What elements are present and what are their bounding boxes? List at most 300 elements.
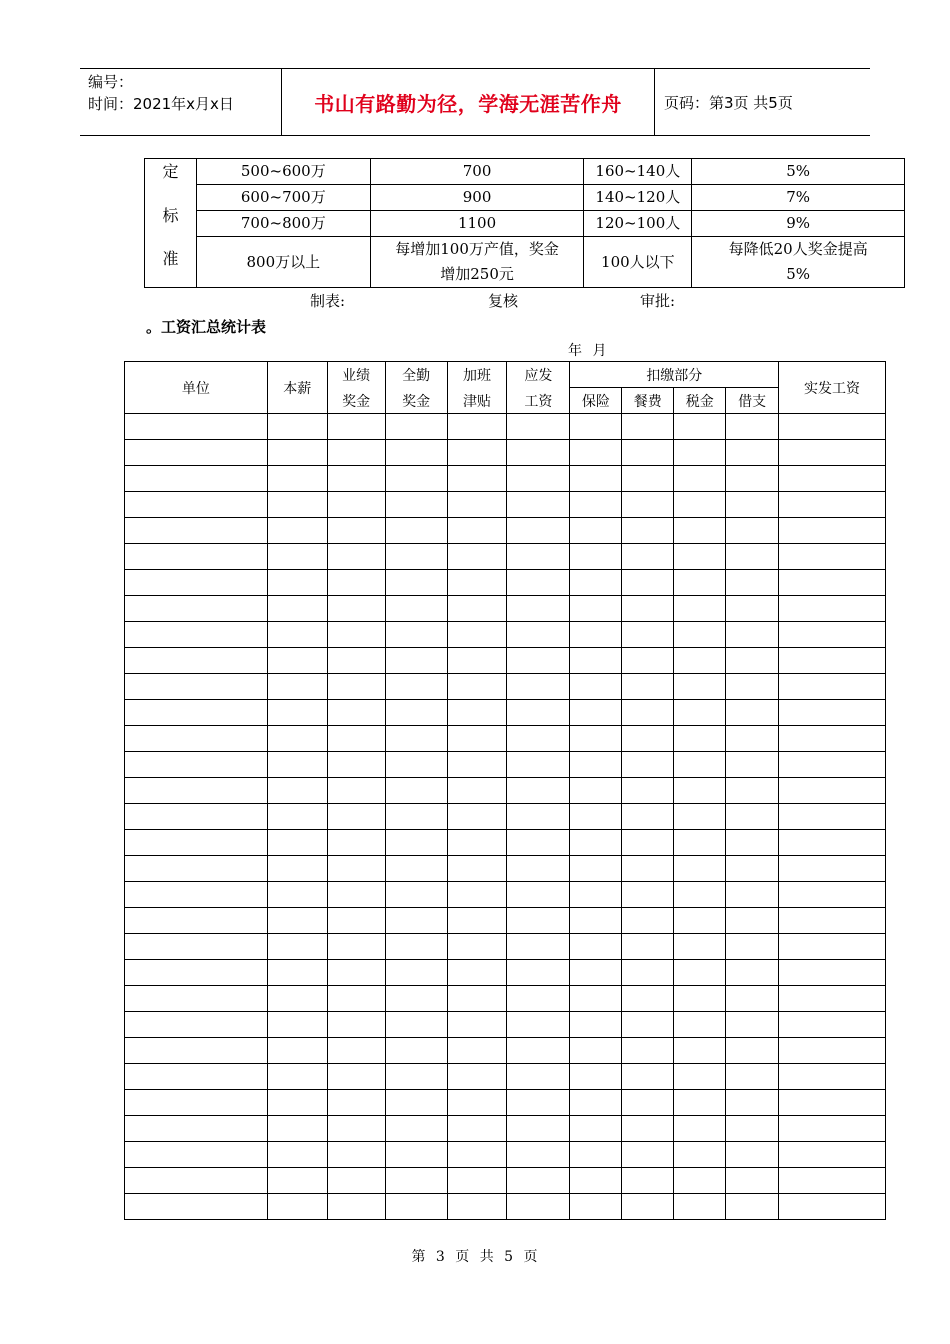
table-cell <box>570 648 622 674</box>
table-row <box>145 237 905 288</box>
table-cell <box>385 726 447 752</box>
table-row <box>125 1064 886 1090</box>
people-cell: 140~120人 <box>584 185 692 211</box>
table-cell <box>327 934 385 960</box>
table-cell <box>779 1064 886 1090</box>
side-label <box>145 159 197 288</box>
table-cell <box>447 466 507 492</box>
table-cell <box>622 674 674 700</box>
table-cell <box>267 752 327 778</box>
table-cell <box>385 492 447 518</box>
table-cell <box>779 492 886 518</box>
table-cell <box>385 1012 447 1038</box>
table-cell <box>507 934 570 960</box>
table-row <box>145 211 905 237</box>
table-cell <box>726 648 779 674</box>
made-by-label: 制表: <box>310 292 346 310</box>
table-cell <box>674 544 726 570</box>
table-cell <box>125 1038 268 1064</box>
table-cell <box>726 466 779 492</box>
table-cell <box>267 700 327 726</box>
table-cell <box>507 440 570 466</box>
table-cell <box>726 778 779 804</box>
table-cell <box>507 1194 570 1220</box>
table-cell <box>385 648 447 674</box>
table-cell <box>385 414 447 440</box>
table-row <box>125 648 886 674</box>
table-cell <box>779 1090 886 1116</box>
table-header-row <box>125 362 886 388</box>
table-cell <box>447 830 507 856</box>
table-cell <box>779 960 886 986</box>
table-cell <box>726 1038 779 1064</box>
table-row <box>125 1142 886 1168</box>
table-cell <box>125 466 268 492</box>
page-footer: 第 3 页 共 5 页 <box>411 1249 539 1265</box>
table-cell <box>507 544 570 570</box>
table-cell <box>125 804 268 830</box>
table-cell <box>125 856 268 882</box>
table-cell <box>622 830 674 856</box>
table-cell <box>125 726 268 752</box>
table-cell <box>570 466 622 492</box>
table-cell <box>570 1142 622 1168</box>
header-base-salary: 本薪 <box>267 362 327 414</box>
table-cell <box>385 622 447 648</box>
table-cell <box>622 1064 674 1090</box>
table-cell <box>327 856 385 882</box>
table-cell <box>570 830 622 856</box>
table-cell <box>385 1038 447 1064</box>
table-cell <box>622 986 674 1012</box>
table-row <box>125 414 886 440</box>
table-cell <box>447 960 507 986</box>
table-cell <box>447 1064 507 1090</box>
table-cell <box>267 544 327 570</box>
table-cell <box>570 1194 622 1220</box>
table-cell <box>570 960 622 986</box>
table-cell <box>447 856 507 882</box>
table-cell <box>779 778 886 804</box>
table-cell <box>125 518 268 544</box>
table-cell <box>726 414 779 440</box>
table-cell <box>447 1038 507 1064</box>
table-cell <box>779 544 886 570</box>
table-row <box>125 440 886 466</box>
table-cell <box>267 726 327 752</box>
table-cell <box>622 544 674 570</box>
table-cell <box>385 804 447 830</box>
header-attendance-bonus <box>385 362 447 414</box>
header-line: 奖金 <box>342 393 371 410</box>
table-cell <box>779 804 886 830</box>
table-cell <box>622 492 674 518</box>
table-cell <box>447 1168 507 1194</box>
table-cell <box>622 414 674 440</box>
table-cell <box>327 1168 385 1194</box>
table-cell <box>570 1090 622 1116</box>
amount-cell: 700 <box>370 159 584 185</box>
table-cell <box>507 466 570 492</box>
table-cell <box>507 1064 570 1090</box>
table-cell <box>267 1038 327 1064</box>
table-cell <box>622 1038 674 1064</box>
table-cell <box>267 1116 327 1142</box>
table-cell <box>570 700 622 726</box>
table-cell <box>447 1012 507 1038</box>
table-row <box>125 1038 886 1064</box>
table-cell <box>125 700 268 726</box>
table-cell <box>507 726 570 752</box>
table-cell <box>327 622 385 648</box>
table-row <box>125 518 886 544</box>
table-cell <box>779 1168 886 1194</box>
table-cell <box>447 414 507 440</box>
table-cell <box>570 804 622 830</box>
table-row <box>125 622 886 648</box>
table-cell <box>125 1090 268 1116</box>
table-cell <box>447 440 507 466</box>
table-cell <box>125 934 268 960</box>
table-cell <box>726 830 779 856</box>
table-cell <box>447 544 507 570</box>
page-header <box>80 68 870 136</box>
table-cell <box>779 674 886 700</box>
table-cell <box>327 986 385 1012</box>
table-cell <box>267 1168 327 1194</box>
side-char: 标 <box>162 205 179 225</box>
table-cell <box>674 1064 726 1090</box>
table-cell <box>570 518 622 544</box>
table-cell <box>125 908 268 934</box>
table-cell <box>726 856 779 882</box>
table-cell <box>779 752 886 778</box>
table-cell <box>385 856 447 882</box>
table-cell <box>507 1116 570 1142</box>
table-cell <box>125 1168 268 1194</box>
table-cell <box>674 492 726 518</box>
table-cell <box>622 648 674 674</box>
table-cell <box>622 960 674 986</box>
table-cell <box>327 440 385 466</box>
table-cell <box>385 518 447 544</box>
table-cell <box>327 492 385 518</box>
table-cell <box>267 596 327 622</box>
table-cell <box>327 1090 385 1116</box>
table-cell <box>674 414 726 440</box>
table-cell <box>726 804 779 830</box>
table-row <box>145 159 905 185</box>
table-cell <box>125 570 268 596</box>
table-cell <box>622 1090 674 1116</box>
table-cell <box>507 986 570 1012</box>
table-row <box>125 1116 886 1142</box>
table-cell <box>674 674 726 700</box>
table-cell <box>267 1142 327 1168</box>
table-cell <box>507 570 570 596</box>
table-cell <box>385 908 447 934</box>
table-cell <box>327 674 385 700</box>
table-cell <box>674 1038 726 1064</box>
table-cell <box>385 466 447 492</box>
table-cell <box>125 674 268 700</box>
table-cell <box>125 830 268 856</box>
table-row <box>125 830 886 856</box>
table-cell <box>447 518 507 544</box>
table-row <box>125 544 886 570</box>
table-cell <box>674 934 726 960</box>
table-cell <box>726 518 779 544</box>
table-row <box>125 960 886 986</box>
rate-cell: 9% <box>692 211 905 237</box>
table-cell <box>779 986 886 1012</box>
table-cell <box>570 544 622 570</box>
table-cell <box>674 596 726 622</box>
table-row <box>125 596 886 622</box>
table-cell <box>327 1012 385 1038</box>
table-cell <box>622 726 674 752</box>
table-cell <box>570 752 622 778</box>
table-cell <box>125 622 268 648</box>
table-cell <box>779 1142 886 1168</box>
table-cell <box>267 414 327 440</box>
table-cell <box>385 1194 447 1220</box>
header-line: 津贴 <box>462 393 491 410</box>
table-cell <box>726 440 779 466</box>
table-cell <box>125 778 268 804</box>
table-cell <box>726 960 779 986</box>
table-cell <box>674 726 726 752</box>
table-cell <box>779 726 886 752</box>
table-cell <box>507 596 570 622</box>
table-cell <box>622 1194 674 1220</box>
amount-cell: 1100 <box>370 211 584 237</box>
table-cell <box>267 960 327 986</box>
table-cell <box>327 908 385 934</box>
table-cell <box>622 752 674 778</box>
table-cell <box>267 622 327 648</box>
table-row <box>125 882 886 908</box>
table-cell <box>570 1116 622 1142</box>
table-cell <box>125 752 268 778</box>
table-row <box>125 726 886 752</box>
table-cell <box>674 804 726 830</box>
reviewed-by-label: 复核 <box>488 292 519 310</box>
table-cell <box>674 1012 726 1038</box>
table-cell <box>125 1194 268 1220</box>
table-cell <box>385 752 447 778</box>
table-cell <box>447 492 507 518</box>
table-cell <box>507 1142 570 1168</box>
table-cell <box>385 1064 447 1090</box>
table-cell <box>726 570 779 596</box>
year-month-label: 年 月 <box>568 343 607 359</box>
table-cell <box>327 1038 385 1064</box>
table-cell <box>267 778 327 804</box>
table-cell <box>570 440 622 466</box>
table-cell <box>507 518 570 544</box>
table-cell <box>570 570 622 596</box>
table-cell <box>327 700 385 726</box>
table-cell <box>622 596 674 622</box>
table-cell <box>570 492 622 518</box>
table-row <box>125 752 886 778</box>
table-cell <box>507 882 570 908</box>
table-cell <box>570 622 622 648</box>
table-cell <box>674 700 726 726</box>
table-row <box>125 986 886 1012</box>
table-cell <box>779 466 886 492</box>
rate-line: 每降低20人奖金提高 <box>728 240 868 258</box>
header-divider <box>654 69 655 136</box>
header-motto: 书山有路勤为径，学海无涯苦作舟 <box>314 92 622 116</box>
table-cell <box>674 752 726 778</box>
table-cell <box>267 466 327 492</box>
standard-table <box>144 158 905 288</box>
table-cell <box>726 596 779 622</box>
table-cell <box>447 700 507 726</box>
table-cell <box>779 596 886 622</box>
table-cell <box>125 1142 268 1168</box>
table-cell <box>507 1038 570 1064</box>
table-cell <box>674 518 726 544</box>
table-cell <box>726 1142 779 1168</box>
table-cell <box>327 466 385 492</box>
table-cell <box>622 804 674 830</box>
table-cell <box>385 544 447 570</box>
table-cell <box>385 830 447 856</box>
table-cell <box>125 414 268 440</box>
table-cell <box>267 570 327 596</box>
header-line: 全勤 <box>402 367 431 384</box>
table-cell <box>622 1012 674 1038</box>
table-cell <box>622 700 674 726</box>
table-cell <box>125 440 268 466</box>
table-cell <box>327 960 385 986</box>
table-cell <box>570 596 622 622</box>
table-cell <box>267 908 327 934</box>
table-cell <box>447 882 507 908</box>
table-cell <box>570 1168 622 1194</box>
table-cell <box>327 882 385 908</box>
table-cell <box>507 1012 570 1038</box>
table-cell <box>385 440 447 466</box>
code-label: 编号： <box>88 73 134 91</box>
table-cell <box>674 830 726 856</box>
table-cell <box>507 648 570 674</box>
table-cell <box>726 544 779 570</box>
table-cell <box>622 440 674 466</box>
table-cell <box>507 700 570 726</box>
header-line: 加班 <box>462 367 491 384</box>
table-cell <box>327 804 385 830</box>
table-cell <box>622 1168 674 1194</box>
table-cell <box>570 934 622 960</box>
table-row <box>125 1168 886 1194</box>
table-cell <box>447 752 507 778</box>
table-cell <box>622 934 674 960</box>
table-cell <box>726 492 779 518</box>
table-row <box>125 934 886 960</box>
table-cell <box>726 700 779 726</box>
table-cell <box>447 1116 507 1142</box>
table-cell <box>507 778 570 804</box>
table-cell <box>125 492 268 518</box>
table-cell <box>779 1194 886 1220</box>
table-cell <box>327 518 385 544</box>
table-row <box>125 856 886 882</box>
table-cell <box>674 1142 726 1168</box>
table-cell <box>726 1064 779 1090</box>
rate-cell: 7% <box>692 185 905 211</box>
table-cell <box>267 1194 327 1220</box>
table-cell <box>726 986 779 1012</box>
header-performance-bonus <box>327 362 385 414</box>
table-row <box>125 570 886 596</box>
table-cell <box>267 492 327 518</box>
table-cell <box>447 648 507 674</box>
table-cell <box>726 752 779 778</box>
table-cell <box>674 778 726 804</box>
header-advance: 借支 <box>726 388 779 414</box>
page-info: 页码：第3页 共5页 <box>664 94 793 112</box>
table-cell <box>674 622 726 648</box>
range-cell: 700~800万 <box>196 211 370 237</box>
table-cell <box>622 908 674 934</box>
table-cell <box>779 570 886 596</box>
table-cell <box>385 1090 447 1116</box>
table-cell <box>779 1038 886 1064</box>
table-cell <box>447 726 507 752</box>
table-cell <box>507 674 570 700</box>
header-gross-salary <box>507 362 570 414</box>
table-cell <box>125 596 268 622</box>
table-cell <box>726 1168 779 1194</box>
table-cell <box>779 856 886 882</box>
rate-line: 5% <box>786 265 811 283</box>
table-cell <box>726 622 779 648</box>
table-cell <box>267 1064 327 1090</box>
table-cell <box>570 908 622 934</box>
table-cell <box>674 1168 726 1194</box>
table-cell <box>779 700 886 726</box>
table-cell <box>125 648 268 674</box>
table-cell <box>447 622 507 648</box>
table-cell <box>674 440 726 466</box>
table-cell <box>779 882 886 908</box>
table-cell <box>385 674 447 700</box>
amount-line: 增加250元 <box>440 265 514 283</box>
table-cell <box>125 986 268 1012</box>
header-meal: 餐费 <box>622 388 674 414</box>
table-cell <box>726 934 779 960</box>
table-cell <box>385 882 447 908</box>
table-cell <box>327 1194 385 1220</box>
table-cell <box>125 544 268 570</box>
table-cell <box>267 986 327 1012</box>
table-cell <box>779 908 886 934</box>
table-cell <box>267 882 327 908</box>
table-cell <box>622 570 674 596</box>
rate-cell: 5% <box>692 159 905 185</box>
table-cell <box>327 570 385 596</box>
table-cell <box>726 882 779 908</box>
table-cell <box>327 830 385 856</box>
table-cell <box>622 856 674 882</box>
table-cell <box>674 986 726 1012</box>
table-row <box>125 492 886 518</box>
table-cell <box>385 960 447 986</box>
